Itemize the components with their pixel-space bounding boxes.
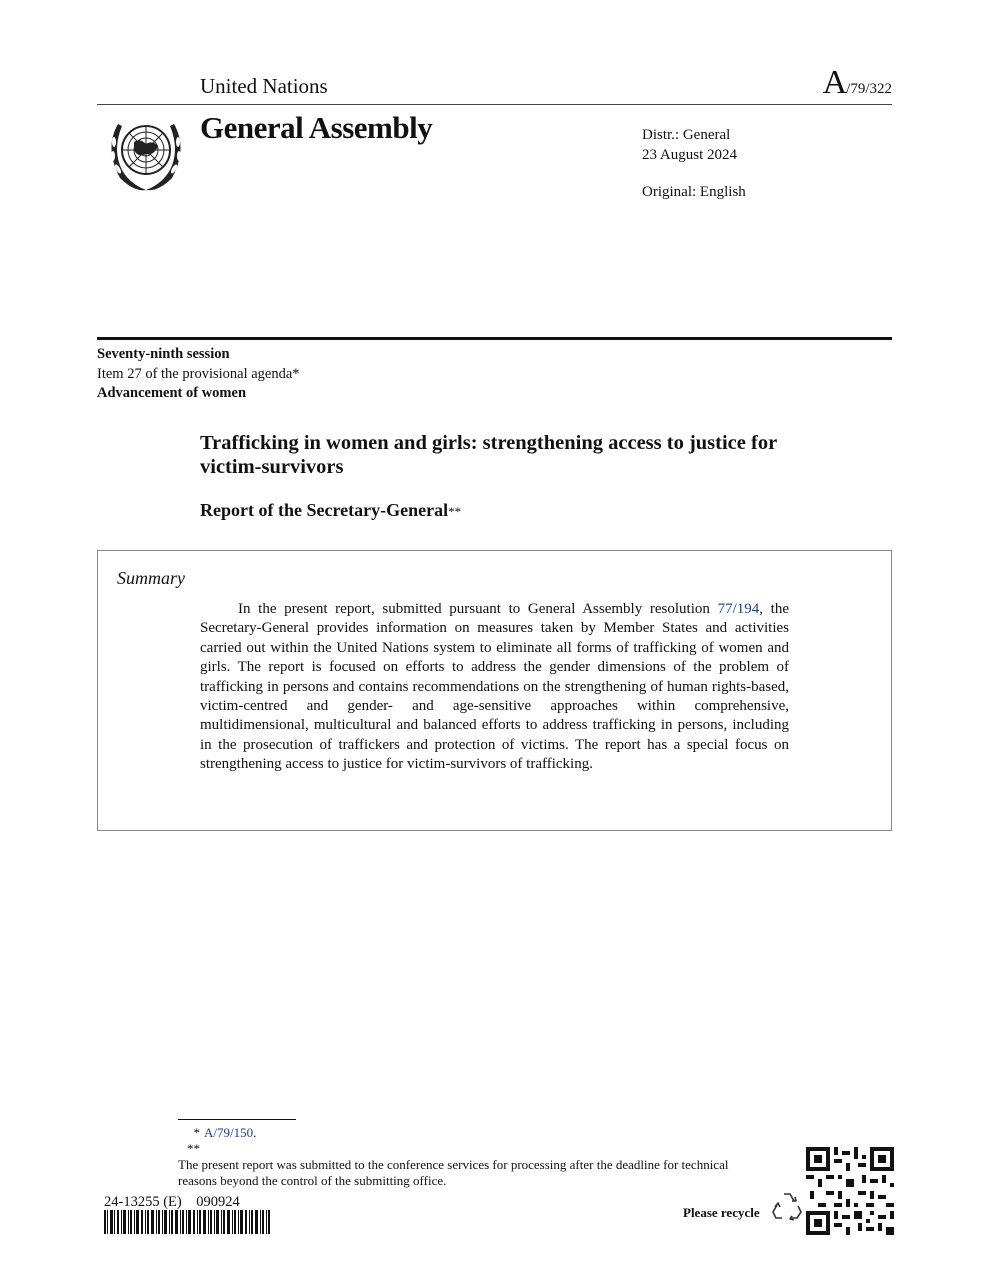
- symbol-prefix: A: [822, 64, 847, 101]
- session-name: Seventy-ninth session: [97, 346, 230, 362]
- recycle-icon: [772, 1190, 802, 1222]
- organization-name: United Nations: [200, 74, 328, 98]
- symbol-number: /79/322: [846, 81, 892, 97]
- subtitle-footnote-mark: **: [448, 504, 462, 519]
- document-title: Trafficking in women and girls: strengthening access to justice for victim-survivors: [200, 432, 777, 478]
- document-subtitle: [200, 500, 461, 521]
- footnote-1-text: .: [253, 1125, 257, 1140]
- document-symbol: [823, 64, 892, 102]
- agenda-item: Item 27 of the provisional agenda*: [97, 365, 300, 382]
- footnote-2-text: The present report was submitted to the conference services for processing after the deadline for technical reasons beyond the control of the submitting office.: [178, 1157, 729, 1188]
- un-emblem-icon: [100, 112, 192, 196]
- job-number: 24-13255 (E) 090924: [104, 1194, 240, 1210]
- resolution-link[interactable]: 77/194: [717, 601, 760, 617]
- agenda-topic: Advancement of women: [97, 385, 247, 401]
- summary-text-end: , the Secretary-General provides information on measures taken by Member States and activities carried out within the United Nations system to eliminate all forms of trafficking of women and girls. The report is focused on efforts to address the gender dimensions of the problem of trafficking in persons and contains recommendations on the strengthening of human rights-based, victim-centred and gender- and age-sensitive approaches within comprehensive, multidimensional, multicultural and balanced efforts to address trafficking in persons, including in the prosecution of traffickers and protection of victims. The report has a special focus on strengthening access to justice for victim-survivors of trafficking.: [200, 601, 789, 773]
- barcode-icon: [104, 1210, 270, 1234]
- summary-text-start: In the present report, submitted pursuant to General Assembly resolution: [238, 601, 718, 617]
- footnote-2-mark: **: [187, 1141, 200, 1156]
- footnote-1-link[interactable]: A/79/150: [204, 1125, 254, 1140]
- session-block: [97, 345, 300, 404]
- body-title: General Assembly: [200, 110, 433, 145]
- footnote-1: [178, 1125, 256, 1141]
- footnote-2: [178, 1141, 778, 1189]
- summary-heading: Summary: [117, 568, 185, 588]
- original-language: Original: English: [642, 184, 746, 200]
- qr-code-icon: [806, 1147, 894, 1235]
- recycle-label: Please recycle: [683, 1205, 760, 1220]
- footnote-1-mark: *: [193, 1125, 200, 1140]
- distribution: Distr.: General: [642, 127, 731, 143]
- document-date: 23 August 2024: [642, 146, 738, 163]
- session-rule: [97, 337, 892, 340]
- footnote-rule: [178, 1119, 296, 1120]
- header-rule: [97, 104, 892, 105]
- subtitle-text: Report of the Secretary-General: [200, 500, 449, 520]
- distribution-block: [642, 126, 737, 165]
- summary-paragraph: [200, 600, 789, 775]
